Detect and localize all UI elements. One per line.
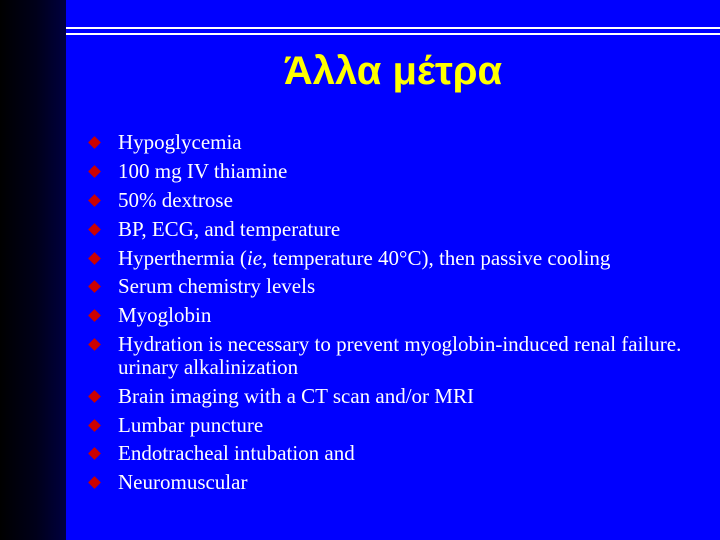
diamond-icon xyxy=(88,338,101,351)
list-item-text: Lumbar puncture xyxy=(118,412,264,437)
list-item xyxy=(88,131,708,154)
diamond-icon xyxy=(88,476,101,489)
slide-title: Άλλα μέτρα xyxy=(283,49,503,93)
list-item-text: 50% dextrose xyxy=(118,187,233,212)
list-item-text: Serum chemistry levels xyxy=(118,274,316,299)
diamond-icon xyxy=(88,252,101,265)
diamond-icon xyxy=(88,223,101,236)
list-item xyxy=(88,189,708,212)
list-item-text: BP, ECG, and temperature xyxy=(118,216,341,241)
list-item-text: Hypoglycemia xyxy=(118,130,242,154)
diamond-icon xyxy=(88,309,101,322)
list-item xyxy=(88,304,708,327)
diamond-icon xyxy=(88,390,101,403)
diamond-icon xyxy=(88,136,101,149)
list-item-text: 100 mg IV thiamine xyxy=(118,158,288,183)
left-gradient-band xyxy=(0,0,66,540)
list-item-text-pre: Hyperthermia ( xyxy=(118,245,247,270)
list-item xyxy=(88,247,708,270)
list-item-text: Hydration is necessary to prevent myoglobin-induced renal failure. urinary alkalinization xyxy=(118,332,682,379)
list-item-text-post: , temperature 40°C), then passive cooling xyxy=(262,245,611,270)
list-item-text xyxy=(118,246,610,270)
top-rule-line xyxy=(66,27,720,29)
list-item xyxy=(88,218,708,241)
diamond-icon xyxy=(88,419,101,432)
list-item-text: Myoglobin xyxy=(118,303,212,328)
list-item xyxy=(88,160,708,183)
bullet-list xyxy=(88,131,708,500)
diamond-icon xyxy=(88,194,101,207)
list-item xyxy=(88,333,708,378)
top-rule-line-second xyxy=(66,33,720,35)
diamond-icon xyxy=(88,165,101,178)
diamond-icon xyxy=(88,448,101,461)
list-item-text-em: ie xyxy=(246,245,263,270)
list-item xyxy=(88,385,708,408)
list-item xyxy=(88,414,708,437)
list-item xyxy=(88,442,708,465)
list-item xyxy=(88,471,708,494)
list-item-text: Neuromuscular xyxy=(118,470,248,495)
list-item-text: Brain imaging with a CT scan and/or MRI xyxy=(118,383,474,408)
list-item xyxy=(88,275,708,298)
diamond-icon xyxy=(88,281,101,294)
list-item-text: Endotracheal intubation and xyxy=(118,441,355,466)
